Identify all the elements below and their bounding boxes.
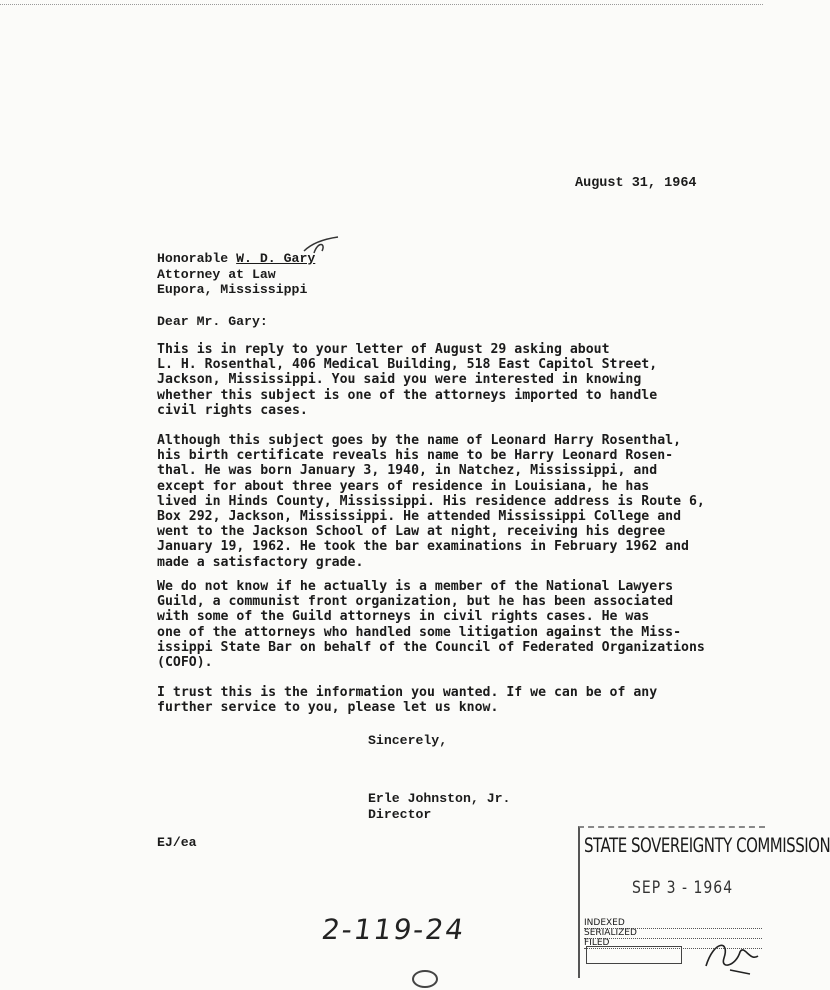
stamp-box — [586, 946, 682, 964]
recipient-prefix: Honorable — [157, 251, 237, 266]
closing: Sincerely, — [368, 733, 448, 748]
typist-initials: EJ/ea — [157, 835, 197, 850]
salutation: Dear Mr. Gary: — [157, 314, 268, 329]
recipient-address — [157, 251, 315, 298]
handwritten-file-number: 2-119-24 — [319, 913, 468, 946]
signer-name: Erle Johnston, Jr. — [368, 791, 511, 806]
recipient-name: W. D. Gary — [236, 251, 316, 266]
paragraph-4: I trust this is the information you wanted. If we can be of any further service to you, please let us know. — [157, 685, 658, 716]
paragraph-1: This is in reply to your letter of August 29 asking about L. H. Rosenthal, 406 Medical Building, 518 East Capitol Street, Jackson, Mississippi. You said you were interested in knowing whether this subject is one of the attorneys imported to handle civil rights cases. — [157, 342, 658, 418]
paragraph-3: We do not know if he actually is a member of the National Lawyers Guild, a communist front organization, but he has been associated with some of the Guild attorneys in civil rights cases. He was one of the attorneys who handled some litigation against the Miss- issippi State Bar on behalf of the Council of Federated Organizations (COFO). — [157, 579, 705, 671]
recipient-line-3: Eupora, Mississippi — [157, 282, 308, 297]
scan-top-border — [0, 0, 763, 5]
received-stamp — [578, 826, 830, 978]
stamp-row-serialized: SERIALIZED — [584, 928, 762, 939]
page-mark-circle — [412, 970, 438, 988]
handwritten-check-mark — [300, 233, 342, 257]
paragraph-2: Although this subject goes by the name of Leonard Harry Rosenthal, his birth certificate reveals his name to be Harry Leonard Rosen- thal. He was born January 3, 1940, in Natchez, Mississippi, and except for about three years of residence in Louisiana, he has lived in Hinds County, Mississippi. His residence address is Route 6, Box 292, Jackson, Mississippi. He attended Mississippi College and went to the Jackson School of Law at night, receiving his degree January 19, 1962. He took the bar examinations in February 1962 and made a satisfactory grade. — [157, 433, 705, 570]
signer-title: Director — [368, 806, 432, 822]
recipient-line-2: Attorney at Law — [157, 266, 276, 282]
stamp-title: STATE SOVEREIGNTY COMMISSION — [584, 834, 830, 858]
stamp-row-indexed: INDEXED — [584, 918, 762, 929]
stamp-row-filed: FILED — [584, 938, 762, 949]
signature-block — [368, 791, 510, 822]
handwritten-initials-scribble — [700, 936, 762, 976]
stamp-date: SEP 3 - 1964 — [632, 878, 734, 898]
letter-date: August 31, 1964 — [575, 176, 697, 191]
